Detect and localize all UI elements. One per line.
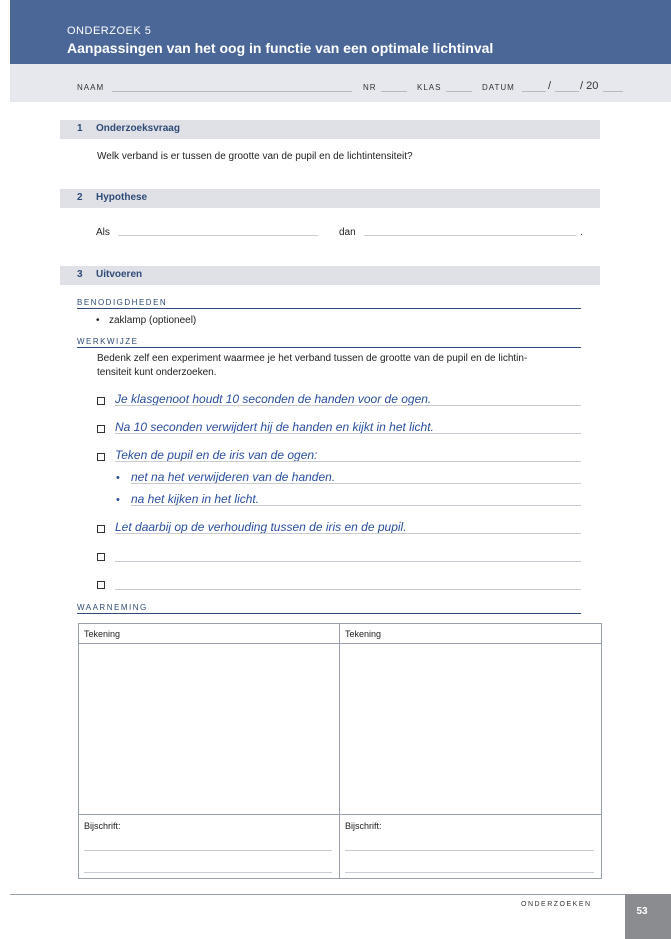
klas-label: KLAS <box>417 83 442 92</box>
checkbox-step-5[interactable] <box>97 553 105 561</box>
section-title: Onderzoeksvraag <box>96 123 180 134</box>
checkbox-step-6[interactable] <box>97 581 105 589</box>
step-2-text: Na 10 seconden verwijdert hij de handen en kijkt in het licht. <box>115 420 434 434</box>
step-2-line <box>115 433 581 434</box>
nr-field[interactable] <box>381 91 407 92</box>
student-info-bar <box>10 64 671 102</box>
hypothesis-als-label: Als <box>96 227 110 238</box>
checkbox-step-1[interactable] <box>97 397 105 405</box>
datum-day-field[interactable] <box>522 91 546 92</box>
caption-label-left: Bijschrift: <box>84 821 121 831</box>
page-number-box <box>625 894 671 939</box>
benodigdheden-heading: BENODIGDHEDEN <box>77 298 168 307</box>
nr-label: NR <box>363 83 377 92</box>
section-number: 2 <box>77 192 83 203</box>
sub-step-1-text: net na het verwijderen van de handen. <box>131 470 336 484</box>
drawing-area-left[interactable] <box>79 644 338 813</box>
step-4-line <box>115 533 581 534</box>
caption-right-line-1[interactable] <box>345 850 594 851</box>
sub-step-2-text: na het kijken in het licht. <box>131 492 260 506</box>
werkwijze-rule <box>77 347 581 348</box>
naam-field[interactable] <box>112 91 352 92</box>
hypothesis-dan-field[interactable] <box>364 235 576 236</box>
step-4-text: Let daarbij op de verhouding tussen de iris en de pupil. <box>115 520 407 534</box>
sub-step-1-line <box>131 483 581 484</box>
datum-label: DATUM <box>482 83 515 92</box>
bullet-icon: • <box>96 315 100 326</box>
caption-right-line-2[interactable] <box>345 872 594 873</box>
klas-field[interactable] <box>446 91 472 92</box>
step-1-text: Je klasgenoot houdt 10 seconden de handen voor de ogen. <box>115 392 432 406</box>
section-title: Hypothese <box>96 192 148 203</box>
hypothesis-period: . <box>580 227 583 238</box>
date-slash: / <box>548 80 552 92</box>
drawing-header-right: Tekening <box>345 629 382 639</box>
checkbox-step-4[interactable] <box>97 525 105 533</box>
waarneming-rule <box>77 613 581 614</box>
step-3-line <box>115 461 581 462</box>
benodigdheden-rule <box>77 308 581 309</box>
section-title: Uitvoeren <box>96 269 143 280</box>
date-year-prefix: / 20 <box>580 80 599 92</box>
section-onderzoeksvraag <box>60 120 600 139</box>
caption-left-line-1[interactable] <box>84 850 332 851</box>
drawing-area-right[interactable] <box>340 644 600 813</box>
checkbox-step-2[interactable] <box>97 425 105 433</box>
naam-label: NAAM <box>77 83 105 92</box>
werkwijze-heading: WERKWIJZE <box>77 337 139 346</box>
bullet-icon: • <box>116 472 120 484</box>
step-6-line[interactable] <box>115 589 581 590</box>
drawing-header-left: Tekening <box>84 629 121 639</box>
section-hypothese <box>60 189 600 208</box>
assignment-number: ONDERZOEK 5 <box>67 25 152 37</box>
page-title: Aanpassingen van het oog in functie van een optimale lichtinval <box>67 40 494 56</box>
hypothesis-als-field[interactable] <box>118 235 318 236</box>
caption-left-line-2[interactable] <box>84 872 332 873</box>
werkwijze-intro-line-1: Bedenk zelf een experiment waarmee je het verband tussen de grootte van de pupil en de lichtin- <box>97 353 528 364</box>
datum-year-field[interactable] <box>603 91 623 92</box>
section-uitvoeren <box>60 266 600 285</box>
caption-label-right: Bijschrift: <box>345 821 382 831</box>
step-1-line <box>115 405 581 406</box>
page-number: 53 <box>636 906 648 917</box>
footer-rule <box>10 894 625 895</box>
sub-step-2-line <box>131 505 581 506</box>
datum-month-field[interactable] <box>555 91 579 92</box>
materials-item: zaklamp (optioneel) <box>109 315 197 326</box>
step-5-line[interactable] <box>115 561 581 562</box>
hypothesis-dan-label: dan <box>339 227 356 238</box>
table-caption-divider <box>78 814 601 815</box>
footer-label: ONDERZOEKEN <box>521 901 592 908</box>
section-number: 1 <box>77 123 83 134</box>
checkbox-step-3[interactable] <box>97 453 105 461</box>
waarneming-heading: WAARNEMING <box>77 603 148 612</box>
research-question: Welk verband is er tussen de grootte van de pupil en de lichtintensiteit? <box>97 151 413 162</box>
step-3-text: Teken de pupil en de iris van de ogen: <box>115 448 318 462</box>
bullet-icon: • <box>116 494 120 506</box>
section-number: 3 <box>77 269 83 280</box>
werkwijze-intro-line-2: tensiteit kunt onderzoeken. <box>97 367 217 378</box>
